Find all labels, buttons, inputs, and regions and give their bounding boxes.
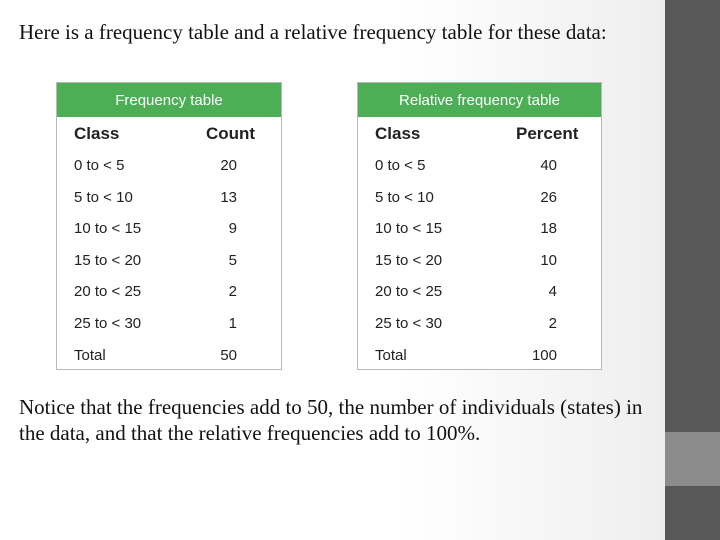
table-row [358, 246, 601, 278]
frequency-table-title: Frequency table [57, 83, 281, 117]
row-percent: 10 [540, 251, 557, 269]
row-count: 20 [220, 157, 237, 174]
row-class: 20 to < 25 [375, 283, 443, 301]
table-row [358, 277, 601, 309]
row-percent: 4 [548, 283, 557, 301]
table-row [57, 309, 281, 341]
header-count: Count [206, 124, 256, 143]
total-count: 50 [220, 346, 237, 364]
relative-table-rows [358, 151, 601, 372]
row-class: 15 to < 20 [74, 251, 142, 269]
row-class: 25 to < 30 [74, 314, 142, 332]
table-row [57, 246, 281, 278]
row-class: 0 to < 5 [375, 157, 426, 174]
row-class: 5 to < 10 [74, 188, 133, 206]
table-row [358, 151, 601, 183]
header-percent: Percent [516, 124, 579, 143]
intro-text: Here is a frequency table and a relative frequency table for these data: [19, 20, 607, 44]
frequency-table-header [57, 120, 281, 148]
row-count: 2 [228, 283, 237, 301]
total-label: Total [74, 346, 106, 364]
row-percent: 26 [540, 188, 557, 206]
side-bar-bottom [665, 486, 720, 540]
table-total-row [57, 341, 281, 373]
row-count: 13 [220, 188, 237, 206]
header-class: Class [375, 124, 421, 143]
total-label: Total [375, 346, 407, 364]
notice-text: Notice that the frequencies add to 50, the number of individuals (states) in the data, and that the relative frequencies add to 100%. [19, 395, 643, 445]
table-row [358, 309, 601, 341]
table-row [57, 277, 281, 309]
row-percent: 18 [540, 220, 557, 238]
relative-table-header [358, 120, 601, 148]
row-class: 0 to < 5 [74, 157, 125, 174]
table-row [57, 214, 281, 246]
row-class: 10 to < 15 [375, 220, 443, 238]
relative-frequency-table [357, 82, 602, 370]
table-row [57, 183, 281, 215]
table-total-row [358, 341, 601, 373]
row-class: 10 to < 15 [74, 220, 142, 238]
relative-table-title: Relative frequency table [358, 83, 601, 117]
table-row [358, 183, 601, 215]
row-count: 5 [228, 251, 237, 269]
row-count: 9 [228, 220, 237, 238]
frequency-table [56, 82, 282, 370]
header-class: Class [74, 124, 120, 143]
row-count: 1 [228, 314, 237, 332]
frequency-table-rows [57, 151, 281, 372]
table-row [358, 214, 601, 246]
side-bar-middle [665, 432, 720, 486]
row-percent: 40 [540, 157, 557, 174]
row-class: 5 to < 10 [375, 188, 434, 206]
row-class: 15 to < 20 [375, 251, 443, 269]
table-row [57, 151, 281, 183]
row-class: 25 to < 30 [375, 314, 443, 332]
total-percent: 100 [531, 346, 557, 364]
row-class: 20 to < 25 [74, 283, 142, 301]
row-percent: 2 [548, 314, 557, 332]
side-bar-top [665, 0, 720, 432]
